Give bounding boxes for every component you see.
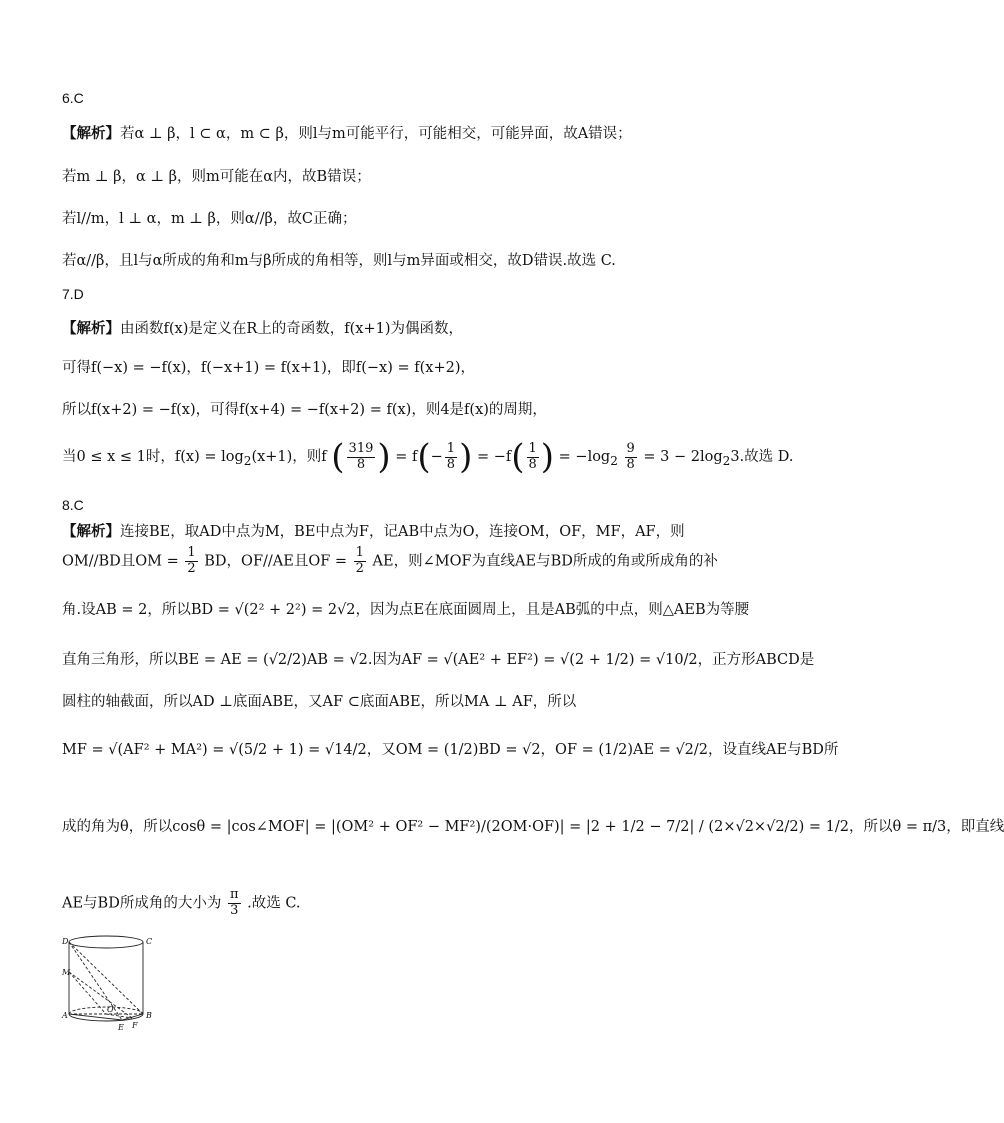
- label-B: B: [146, 1011, 152, 1020]
- q7-frac-1-8a: $\frac{1}{8}$: [446, 440, 456, 472]
- label-O: O: [107, 1005, 114, 1014]
- q7-frac-319-8: $\frac{319}{8}$: [348, 440, 374, 472]
- q6-number: 6.C: [62, 90, 84, 106]
- q6-tag: 【解析】: [62, 125, 120, 142]
- q8-line-1: [62, 520, 754, 541]
- q7-frac-1-8b: $\frac{1}{8}$: [528, 440, 537, 472]
- q7-text-1: 由函数f(x)是定义在R上的奇函数，f(x+1)为偶函数，: [120, 321, 464, 337]
- q8-tag: 【解析】: [62, 523, 120, 540]
- q7-tag: 【解析】: [62, 320, 120, 337]
- q8-line-5: 圆柱的轴截面，所以AD ⊥底面ABE，又AF ⊂底面ABE，所以MA ⊥ AF，所以: [62, 694, 577, 710]
- q7-l4-text-d: = 3 − 2log: [643, 449, 723, 465]
- bottom-back-arc: [69, 1007, 143, 1014]
- q7-line-4: 当0 ≤ x ≤ 1时，$f(x) = \log_2(x+1)$，则f ( $\frac{319}{8}$ ) = f(− $\frac{1}{8}$ ) = −f( $\frac{1}{8}$ ) = $-\log_2$ $\frac{9}{8}$ = $3 - 2\log_23$.故选 D.: [62, 437, 794, 477]
- q7-l4-text-a: 当0 ≤ x ≤ 1时，f(x) = log: [62, 449, 244, 465]
- q8-l2-b: BD，OF//AE且OF =: [204, 553, 348, 570]
- label-D: D: [62, 937, 69, 946]
- label-E: E: [118, 1023, 124, 1032]
- q8-line-7: 成的角为θ，所以cosθ = |cos∠MOF| = |(OM² + OF² − MF²)/(2OM·OF)| = |2 + 1/2 − 7/2| / (2×√2×√2/2) = 1/2，所以θ = π/3，即直线: [62, 819, 1004, 835]
- q7-l4-text-c: = −log: [558, 449, 611, 465]
- q6-line-2: 若m ⊥ β，α ⊥ β，则m可能在α内，故B错误；: [62, 169, 371, 185]
- q8-number: 8.C: [62, 497, 84, 513]
- q8-line-2: [62, 546, 754, 577]
- q7-line-2: 可得f(−x) = −f(x)，f(−x+1) = f(x+1)，即f(−x) = f(x+2)，: [62, 360, 475, 376]
- q7-number: 7.D: [62, 286, 84, 302]
- segment-AE: [69, 1014, 122, 1020]
- cylinder-figure: [62, 930, 172, 1035]
- q7-line-1: [62, 317, 754, 338]
- q8-l8-b: .故选 C.: [247, 895, 301, 912]
- segment-DB: [69, 942, 143, 1014]
- q8-l2-c: AE，则∠MOF为直线AE与BD所成的角或所成角的补: [372, 553, 718, 570]
- q6-line-4: 若α//β，且l与α所成的角和m与β所成的角相等，则l与m异面或相交，故D错误.故选 C.: [62, 253, 616, 269]
- q7-l4-text-e: 3.故选 D.: [730, 449, 794, 465]
- q8-line-4: 直角三角形，所以BE = AE = (√2/2)AB = √2.因为AF = √(AE² + EF²) = √(2 + 1/2) = √10/2，正方形ABCD是: [62, 652, 815, 668]
- top-ellipse: [69, 936, 143, 948]
- q8-frac-pi-3: $\frac{\pi}{3}$: [229, 887, 239, 918]
- segment-MF: [69, 972, 132, 1018]
- q8-frac-half-2: $\frac{1}{2}$: [355, 545, 364, 576]
- q8-line-6: MF = √(AF² + MA²) = √(5/2 + 1) = √14/2，又OM = (1/2)BD = √2，OF = (1/2)AE = √2/2，设直线AE与BD所: [62, 742, 839, 758]
- q8-l2-a: OM//BD且OM =: [62, 553, 179, 570]
- label-A: A: [62, 1011, 68, 1020]
- label-M: M: [62, 968, 71, 977]
- q7-l4-text-b: (x+1)，则f: [251, 449, 327, 465]
- q6-text-1: 若α ⊥ β，l ⊂ α，m ⊂ β，则l与m可能平行，可能相交，可能异面，故A错误；: [120, 126, 632, 142]
- q7-log-base-3: 2: [722, 453, 731, 468]
- label-F: F: [132, 1021, 138, 1030]
- q8-line-8: [62, 888, 754, 919]
- q6-line-1: [62, 122, 754, 143]
- q8-line-3: 角.设AB = 2，所以BD = √(2² + 2²) = 2√2，因为点E在底面圆周上，且是AB弧的中点，则△AEB为等腰: [62, 602, 750, 618]
- q7-frac-9-8: $\frac{9}{8}$: [626, 440, 635, 472]
- q7-line-3: 所以f(x+2) = −f(x)，可得f(x+4) = −f(x+2) = f(x)，则4是f(x)的周期，: [62, 402, 547, 418]
- q8-l8-a: AE与BD所成角的大小为: [62, 895, 222, 912]
- q7-log-base-2: 2: [610, 453, 618, 468]
- q8-text-1: 连接BE，取AD中点为M，BE中点为F，记AB中点为O，连接OM，OF，MF，AF，则: [120, 524, 685, 540]
- q7-log-base-1: 2: [243, 453, 252, 468]
- label-C: C: [146, 937, 153, 946]
- q6-line-3: 若l//m，l ⊥ α，m ⊥ β，则α//β，故C正确；: [62, 211, 357, 227]
- q8-frac-half-1: $\frac{1}{2}$: [187, 545, 196, 576]
